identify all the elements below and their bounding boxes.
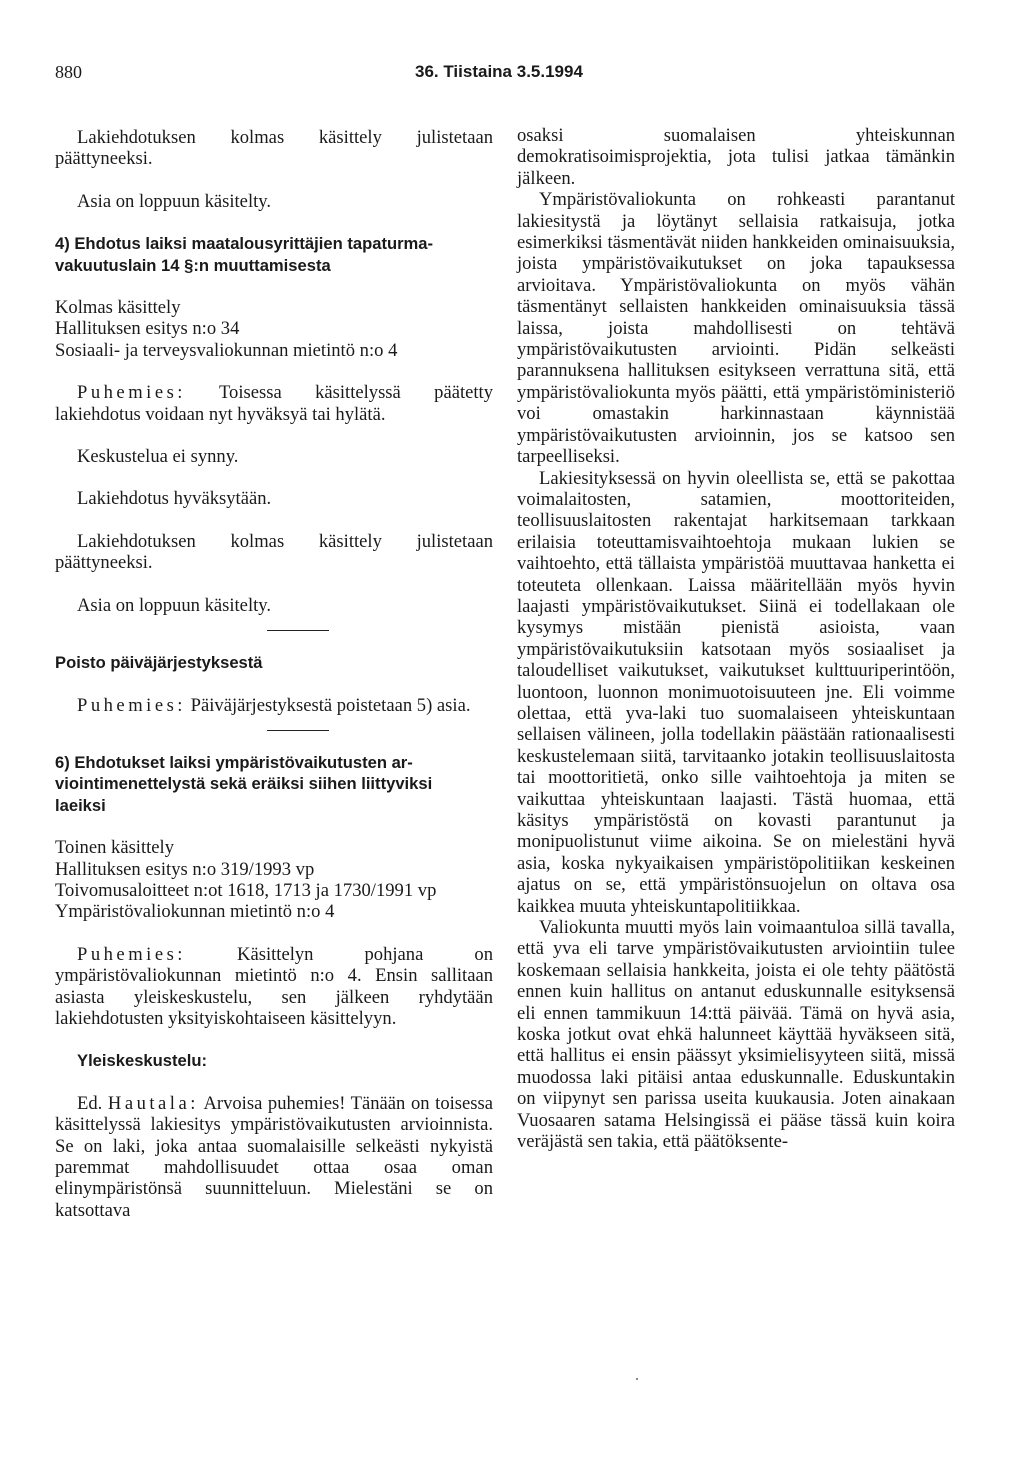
section-heading: Yleiskeskustelu: xyxy=(77,1051,208,1071)
paragraph: Keskustelua ei synny. xyxy=(77,446,239,468)
speaker-name: Hautala: xyxy=(107,1092,199,1114)
running-head: 36. Tiistaina 3.5.1994 xyxy=(415,62,583,81)
section-heading: Poisto päiväjärjestyksestä xyxy=(55,653,263,673)
page-header xyxy=(0,62,1024,86)
speech: Puhemies: Toisessa käsittelyssä päätetty lakiehdotus voidaan nyt hyväksyä tai hylätä. xyxy=(55,382,493,425)
page-number: 880 xyxy=(55,62,82,82)
speech: Ed. Hautala: Arvoisa puhemies! Tänään on toisessa käsittelyssä lakiesitys ympäristövaikutusten arvioinnista. Se on laki, joka antaa suomalaisille selkeästi nykyistä paremmat mahdollisuudet ottaa osaa oman elinympäristönsä suunnitteluun. Mielestäni se on katsottava xyxy=(55,1092,493,1221)
paragraph: Lakiehdotus hyväksytään. xyxy=(77,488,272,510)
speaker-name: Puhemies: xyxy=(77,382,186,404)
paragraph: Lakiehdotuksen kolmas käsittely julistetaan päättyneeksi. xyxy=(55,530,493,574)
paragraph: Asia on loppuun käsitelty. xyxy=(77,190,272,212)
item-metadata: Toinen käsittely Hallituksen esitys n:o 319/1993 vp Toivomusaloitteet n:ot 1618, 1713 ja 1730/1991 vp Ympäristövaliokunnan mietintö n:o 4 xyxy=(55,837,437,923)
left-column xyxy=(55,127,493,1221)
speaker-name: Puhemies: xyxy=(77,943,186,965)
section-heading: 6) Ehdotukset laiksi ympäristövaikutusten ar- viointimenettelystä sekä eräiksi siihen liittyviksi laeiksi xyxy=(55,752,433,815)
speech: Puhemies: Päiväjärjestyksestä poistetaan 5) asia. xyxy=(77,694,471,716)
item-metadata: Kolmas käsittely Hallituksen esitys n:o 34 Sosiaali- ja terveysvaliokunnan mietintö n:o 4 xyxy=(55,297,398,361)
paragraph: osaksi suomalaisen yhteiskunnan demokratisoimisprojektia, jota tulisi jatkaa tämänkin jälkeen. xyxy=(517,125,955,189)
speaker-name: Puhemies: xyxy=(77,694,186,716)
speech: Puhemies: Käsittelyn pohjana on ympäristövaliokunnan mietintö n:o 4. Ensin sallitaan asiasta yleiskeskustelu, sen jälkeen ryhdytään lakiehdotusten yksityiskohtaiseen käsittelyyn. xyxy=(55,943,493,1029)
paragraph: Lakiesityksessä on hyvin oleellista se, että se pakottaa voimalaitosten, satamien, moottoriteiden, teollisuuslaitosten rakentajat harkitsemaan tarkkaan erilaisia toteuttamisvaihtoehtoja mukaan lukien se vaihtoehto, että tällaista ympäristöä muuttavaa hanketta ei toteuteta ollenkaan. Laissa määritellään myös hyvin laajasti ympäristövaikutukset. Siinä ei todellakaan ole kysymys mistään pienistä asioista, vaan ympäristövaikutuksiin katsotaan myös sosiaaliset ja taloudelliset vaikutukset, vaikutukset kulttuuriperintöön, luontoon, luonnon monimuotoisuuteen jne. Eli voimme olettaa, että yva-laki tuo suomalaiseen yhteiskuntaan sellaisen välineen, jolla todellakin päästään rationaalisesti keskustelemaan siitä, tarvitaanko jotakin teollisuuslaitosta tai moottoritietä, onko sille vaihtoehtoja ja miten se vaikuttaa yhteiskuntaan laajasti. Tästä huomaa, että käsitys ympäristöstä on kovasti parantunut ja monipuolistunut viime aikoina. Se on mielestäni hyvä asia, koska nykyaikaisen ympäristöpolitiikan keskeinen ajatus on se, että ympäristönsuojelun on oltava osa kaikkea muuta yhteiskuntapolitiikkaa. xyxy=(517,467,955,917)
paragraph: Lakiehdotuksen kolmas käsittely julistetaan päättyneeksi. xyxy=(55,127,493,170)
paragraph: Asia on loppuun käsitelty. xyxy=(77,594,272,616)
separator-rule xyxy=(267,630,329,631)
paragraph: Valiokunta muutti myös lain voimaantuloa sillä tavalla, että yva eli tarve ympäristövaikutusten arviointiin tulee koskemaan sellaisia hankkeita, joista ei ole tehty päätöstä ennen kuin hallitus on antanut eduskunnalle esityksensä eli ennen tammikuun 14:ttä päivää. Tämä on hyvä asia, koska jotkut ovat ehkä halunneet käyttää hyväkseen sitä, että hallitus ei ensin päässyt yksimielisyyteen siitä, missä muodossa laki pitäisi antaa eduskunnalle. Eduskuntakin on viipynyt sen parissa useita kuukausia. Joten ainakaan Vuosaaren satama Helsingissä ei pääse tässä kuin koira veräjästä sen takia, että päätöksente- xyxy=(517,917,955,1153)
paragraph: Ympäristövaliokunta on rohkeasti parantanut lakiesitystä ja löytänyt sellaisia ratkaisuja, jotka esimerkiksi täsmentävät niiden hankkeiden ominaisuuksia, joista ympäristövaikutukset on joka tapauksessa arvioitava. Ympäristövaliokunta on myös vähän täsmentänyt sellaisten hankkeiden ominaisuuksia tässä laissa, joista mahdollisesti on tehtävä ympäristövaikutusten arviointi. Pidän selkeästi parannuksena hallituksen esitykseen verrattuna sitä, että ympäristövaliokunta myös päätti, että ympäristöministeriö voi omastakin harkinnastaan käynnistää ympäristövaikutusten arvioinnin, jos se katsoo sen tarpeelliseksi. xyxy=(517,189,955,468)
right-column xyxy=(517,125,955,1153)
separator-rule xyxy=(267,730,329,731)
section-heading: 4) Ehdotus laiksi maatalousyrittäjien tapaturma- vakuutuslain 14 §:n muuttamisesta xyxy=(55,234,434,275)
scan-speck xyxy=(636,1378,638,1380)
